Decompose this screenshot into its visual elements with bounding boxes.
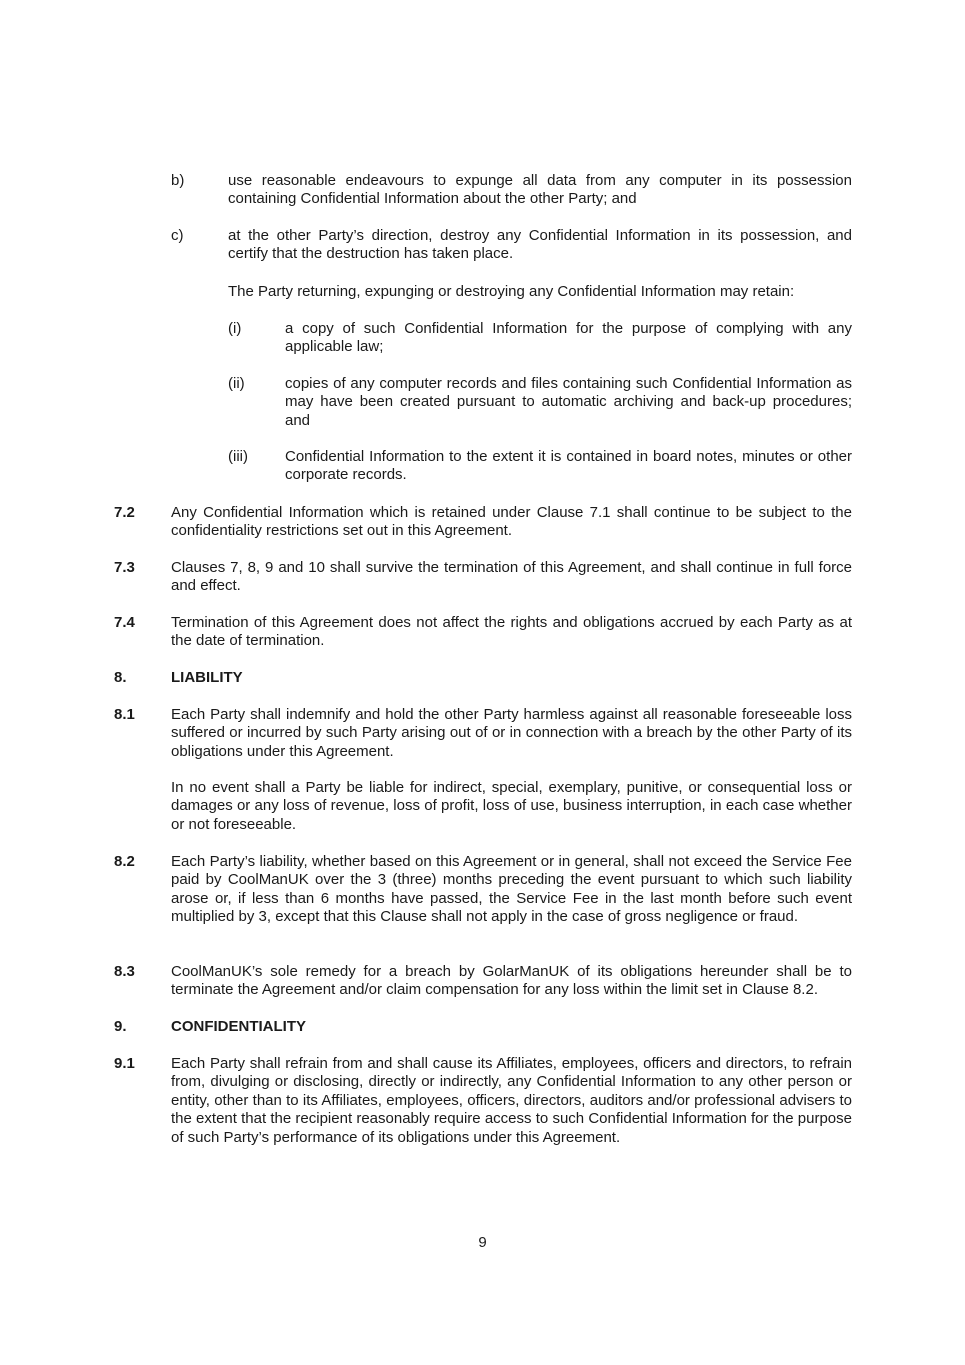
clause-8-1-text: Each Party shall indemnify and hold the other Party harmless against all reasonable foreseeable loss suffered or incurred by such Party arising out of or in connection with a breach by the other Party of its obligations under this Agreement. (171, 706, 852, 760)
item-c-text: at the other Party’s direction, destroy any Confidential Information in its possession, and certify that the destruction has taken place. (228, 227, 852, 263)
clause-8-2-text: Each Party’s liability, whether based on this Agreement or in general, shall not exceed the Service Fee paid by CoolManUK over the 3 (three) months preceding the event pursuant to which such liability arose or, if less than 6 months have passed, the Service Fee in the last month before such event multiplied by 3, except that this Clause shall not apply in the case of gross negligence or fraud. (171, 853, 852, 926)
clause-9-1-text: Each Party shall refrain from and shall cause its Affiliates, employees, officers and directors, to refrain from, divulging or disclosing, directly or indirectly, any Confidential Information to any other person or entity, other than to its Affiliates, employees, officers, directors, auditors and/or professional advisers to the extent that the recipient reasonably require access to such Confidential Information for the purpose of such Party’s performance of its obligations under this Agreement. (171, 1055, 852, 1146)
section-9-number: 9. (114, 1018, 127, 1035)
sub-item-i-text: a copy of such Confidential Information for the purpose of complying with any applicable law; (285, 320, 852, 356)
section-8-number: 8. (114, 669, 127, 686)
section-9-title: CONFIDENTIALITY (171, 1018, 306, 1035)
clause-9-1-number: 9.1 (114, 1055, 135, 1072)
clause-8-3-text: CoolManUK’s sole remedy for a breach by GolarManUK of its obligations hereunder shall be to terminate the Agreement and/or claim compensation for any loss within the limit set in Clause 8.2. (171, 963, 852, 999)
clause-7-3-number: 7.3 (114, 559, 135, 576)
sub-item-iii-text: Confidential Information to the extent it is contained in board notes, minutes or other corporate records. (285, 448, 852, 484)
clause-7-3-text: Clauses 7, 8, 9 and 10 shall survive the termination of this Agreement, and shall continue in full force and effect. (171, 559, 852, 595)
retain-intro: The Party returning, expunging or destroying any Confidential Information may retain: (228, 283, 795, 300)
page-number: 9 (478, 1234, 487, 1251)
clause-7-2-number: 7.2 (114, 504, 135, 521)
sub-item-i-label: (i) (228, 320, 242, 337)
item-c-label: c) (171, 227, 184, 244)
sub-item-ii-label: (ii) (228, 375, 245, 392)
clause-8-1-text-2: In no event shall a Party be liable for indirect, special, exemplary, punitive, or consequential loss or damages or any loss of revenue, loss of profit, loss of use, business interruption, in each case whether or not foreseeable. (171, 779, 852, 833)
section-8-title: LIABILITY (171, 669, 243, 686)
sub-item-iii-label: (iii) (228, 448, 248, 465)
item-b-label: b) (171, 172, 185, 189)
clause-7-2-text: Any Confidential Information which is retained under Clause 7.1 shall continue to be subject to the confidentiality restrictions set out in this Agreement. (171, 504, 852, 540)
clause-8-1-number: 8.1 (114, 706, 135, 723)
clause-8-3-number: 8.3 (114, 963, 135, 980)
sub-item-ii-text: copies of any computer records and files containing such Confidential Information as may have been created pursuant to automatic archiving and back-up procedures; and (285, 375, 852, 429)
clause-7-4-number: 7.4 (114, 614, 135, 631)
item-b-text: use reasonable endeavours to expunge all data from any computer in its possession containing Confidential Information about the other Party; and (228, 172, 852, 208)
clause-7-4-text: Termination of this Agreement does not affect the rights and obligations accrued by each Party as at the date of termination. (171, 614, 852, 650)
clause-8-2-number: 8.2 (114, 853, 135, 870)
